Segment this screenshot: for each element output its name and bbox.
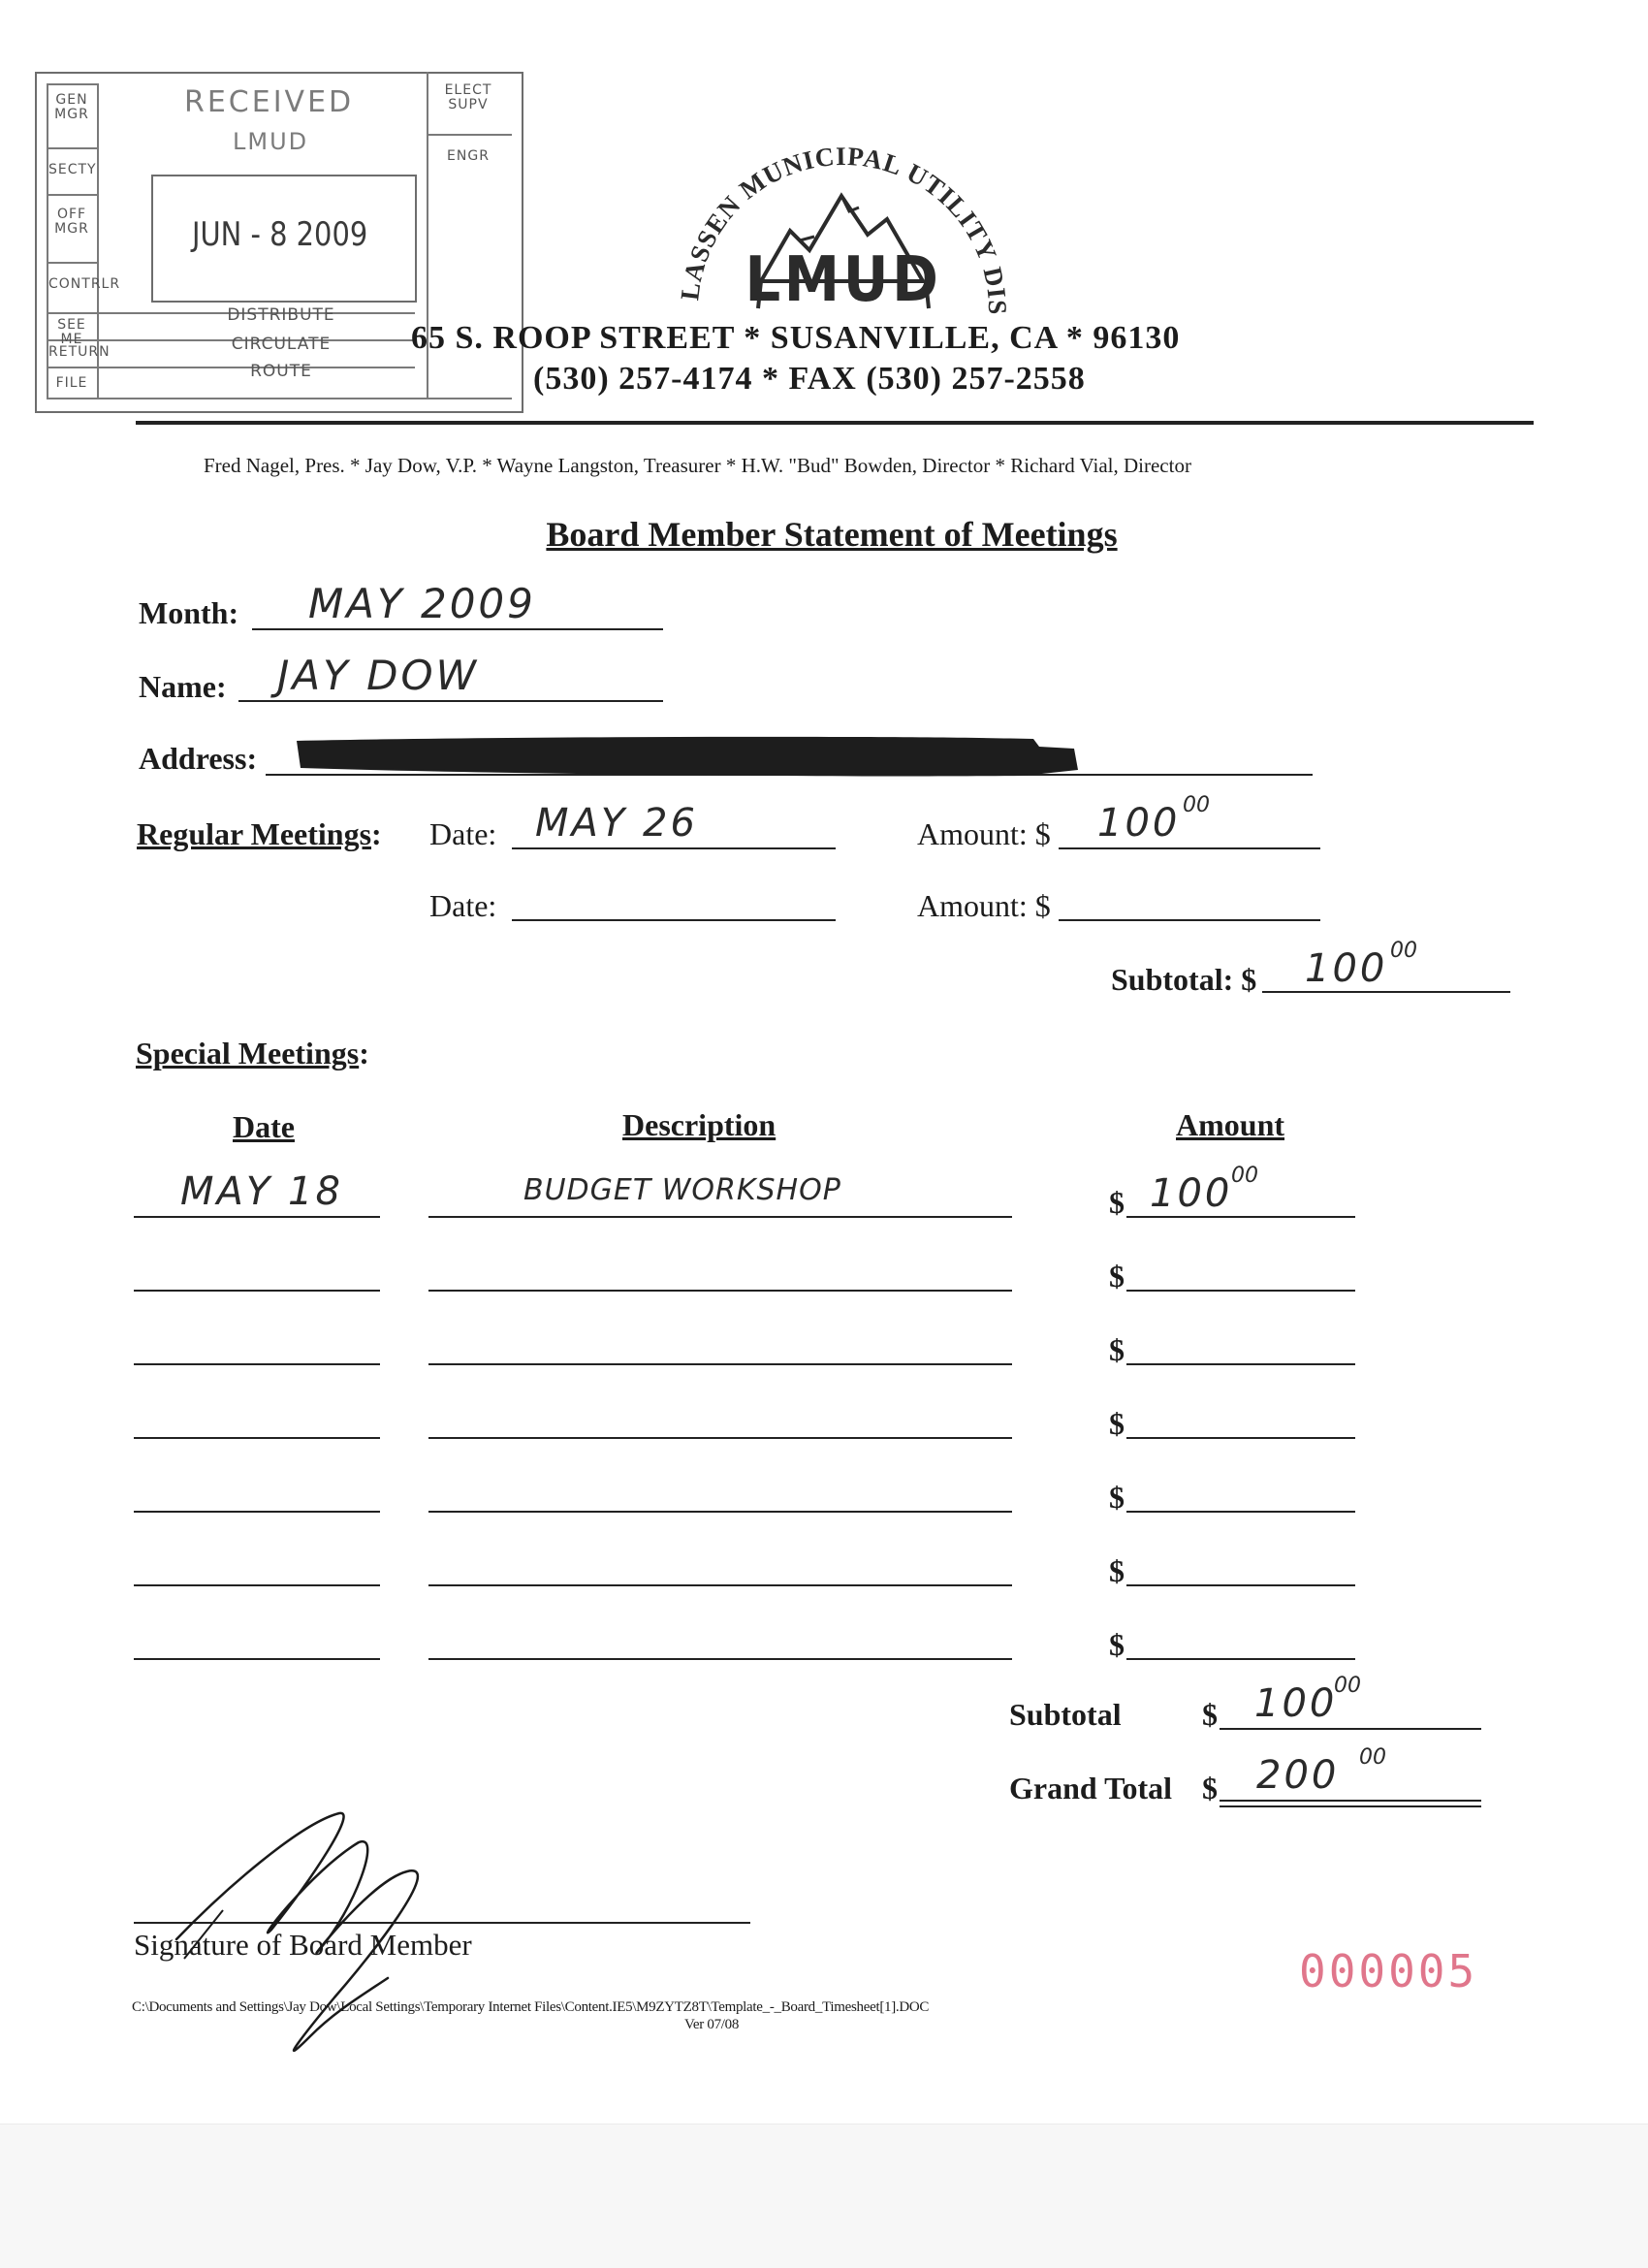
- stamp-secty: SECTY: [48, 162, 97, 177]
- regular-amount-value[interactable]: 100: [1097, 801, 1181, 846]
- special-subtotal-label: Subtotal: [1009, 1697, 1122, 1732]
- form-title: Board Member Statement of Meetings: [546, 515, 1118, 554]
- stamp-elect-supv: ELECT SUPV: [444, 82, 492, 112]
- stamp-off-mgr: OFF MGR: [54, 207, 89, 237]
- stamp-divider: [47, 262, 97, 264]
- special-amount-dollar: $: [1109, 1627, 1125, 1662]
- regular-subtotal-label: Subtotal: $: [1111, 962, 1257, 997]
- special-amount-cents: 00: [1231, 1164, 1258, 1188]
- stamp-return: RETURN: [48, 344, 111, 360]
- stamp-divider: [47, 398, 512, 399]
- logo-initials: LMUD: [745, 244, 942, 316]
- stamp-divider: [427, 134, 512, 136]
- special-description-line: [428, 1290, 1012, 1292]
- signature-label: Signature of Board Member: [134, 1928, 472, 1962]
- special-subtotal-cents: 00: [1334, 1674, 1361, 1698]
- regular-amount-label: Amount: $: [917, 816, 1051, 851]
- special-date-line: [134, 1216, 380, 1218]
- regular-meetings-text: Regular Meetings: [137, 816, 372, 851]
- regular-date-value[interactable]: MAY 26: [535, 801, 698, 846]
- stamp-route: ROUTE: [250, 362, 312, 381]
- grand-total-value[interactable]: 200: [1256, 1753, 1340, 1798]
- special-description-value[interactable]: BUDGET WORKSHOP: [523, 1173, 841, 1207]
- special-date-line: [134, 1584, 380, 1586]
- scan-margin: [0, 2124, 1648, 2268]
- stamp-org: LMUD: [233, 128, 309, 155]
- special-meetings-text: Special Meetings: [136, 1036, 360, 1070]
- special-description-line: [428, 1363, 1012, 1365]
- month-value[interactable]: MAY 2009: [308, 580, 536, 627]
- special-amount-dollar: $: [1109, 1185, 1125, 1220]
- stamp-divider: [47, 147, 97, 149]
- col-date-header: Date: [233, 1109, 295, 1144]
- address-label: Address:: [139, 741, 258, 776]
- special-amount-line: [1126, 1290, 1355, 1292]
- special-date-line: [134, 1363, 380, 1365]
- grand-total-label: Grand Total: [1009, 1771, 1173, 1805]
- regular-date-label: Date:: [429, 816, 497, 851]
- special-description-line: [428, 1584, 1012, 1586]
- special-amount-line: [1126, 1363, 1355, 1365]
- special-subtotal-dollar: $: [1202, 1697, 1218, 1732]
- special-meetings-colon: :: [359, 1036, 369, 1070]
- special-amount-dollar: $: [1109, 1553, 1125, 1588]
- name-value[interactable]: JAY DOW: [277, 652, 480, 699]
- stamp-circulate: CIRCULATE: [231, 335, 332, 354]
- footer-file-path: C:\Documents and Settings\Jay Dow\Local Settings\Temporary Internet Files\Content.IE5\M9ZYTZ8T\Template_-_Board_Timesheet[1].DOC: [132, 1999, 930, 2015]
- special-date-line: [134, 1658, 380, 1660]
- special-amount-line: [1126, 1584, 1355, 1586]
- special-subtotal-line: [1220, 1728, 1481, 1730]
- stamp-gen-mgr: GEN MGR: [54, 92, 89, 122]
- special-amount-dollar: $: [1109, 1480, 1125, 1515]
- footer-version: Ver 07/08: [684, 2017, 740, 2032]
- special-description-line: [428, 1511, 1012, 1513]
- regular-meetings-label: [137, 816, 382, 852]
- month-label: Month:: [139, 595, 239, 630]
- regular-subtotal-value[interactable]: 100: [1305, 946, 1388, 991]
- regular-meetings-colon: :: [371, 816, 382, 851]
- special-description-line: [428, 1658, 1012, 1660]
- special-date-line: [134, 1290, 380, 1292]
- special-meetings-label: [136, 1036, 369, 1071]
- special-date-line: [134, 1511, 380, 1513]
- stamp-date: JUN - 8 2009: [192, 215, 368, 254]
- special-description-line: [428, 1216, 1012, 1218]
- special-amount-dollar: $: [1109, 1406, 1125, 1441]
- header-phone: (530) 257-4174 * FAX (530) 257-2558: [533, 361, 1086, 397]
- col-amount-header: Amount: [1176, 1107, 1285, 1142]
- regular-date-line: [512, 847, 836, 849]
- stamp-distribute: DISTRIBUTE: [227, 305, 335, 325]
- special-amount-dollar: $: [1109, 1332, 1125, 1367]
- header-rule: [136, 421, 1534, 425]
- grand-total-double-line: [1220, 1800, 1481, 1807]
- special-amount-line: [1126, 1216, 1355, 1218]
- special-amount-value[interactable]: 100: [1150, 1171, 1233, 1216]
- regular-amount-label-2: Amount: $: [917, 888, 1051, 923]
- stamp-engr: ENGR: [447, 148, 490, 164]
- name-label: Name:: [139, 669, 227, 704]
- document-number: 000005: [1299, 1945, 1478, 1997]
- name-field-line: [238, 700, 663, 702]
- regular-subtotal-line: [1262, 991, 1510, 993]
- logo-arc-text: LASSEN MUNICIPAL UTILITY DIS: [675, 141, 1013, 316]
- lmud-logo: [669, 136, 1018, 330]
- stamp-file: FILE: [55, 375, 88, 391]
- header-address: 65 S. ROOP STREET * SUSANVILLE, CA * 96130: [411, 320, 1181, 356]
- month-field-line: [252, 628, 663, 630]
- special-date-line: [134, 1437, 380, 1439]
- regular-amount-line-2: [1059, 919, 1320, 921]
- special-subtotal-value[interactable]: 100: [1254, 1681, 1338, 1726]
- special-amount-dollar: $: [1109, 1259, 1125, 1294]
- col-description-header: Description: [622, 1107, 776, 1142]
- special-amount-line: [1126, 1658, 1355, 1660]
- handwritten-signature: [165, 1804, 485, 2094]
- board-members: Fred Nagel, Pres. * Jay Dow, V.P. * Wayne Langston, Treasurer * H.W. "Bud" Bowden, Director * Richard Vial, Director: [204, 454, 1191, 477]
- stamp-contrlr: CONTRLR: [48, 276, 121, 292]
- grand-total-cents: 00: [1359, 1745, 1386, 1770]
- special-amount-line: [1126, 1437, 1355, 1439]
- regular-subtotal-cents: 00: [1390, 939, 1417, 963]
- address-redaction: [287, 733, 1082, 782]
- grand-total-dollar: $: [1202, 1771, 1218, 1805]
- regular-amount-cents: 00: [1183, 793, 1210, 817]
- stamp-divider: [47, 83, 97, 85]
- special-amount-line: [1126, 1511, 1355, 1513]
- stamp-see-me: SEE ME: [57, 317, 86, 347]
- regular-date-label-2: Date:: [429, 888, 497, 923]
- regular-amount-line: [1059, 847, 1320, 849]
- stamp-divider: [47, 194, 97, 196]
- regular-date-line-2: [512, 919, 836, 921]
- stamp-received: RECEIVED: [184, 85, 355, 119]
- special-date-value[interactable]: MAY 18: [180, 1169, 343, 1214]
- special-description-line: [428, 1437, 1012, 1439]
